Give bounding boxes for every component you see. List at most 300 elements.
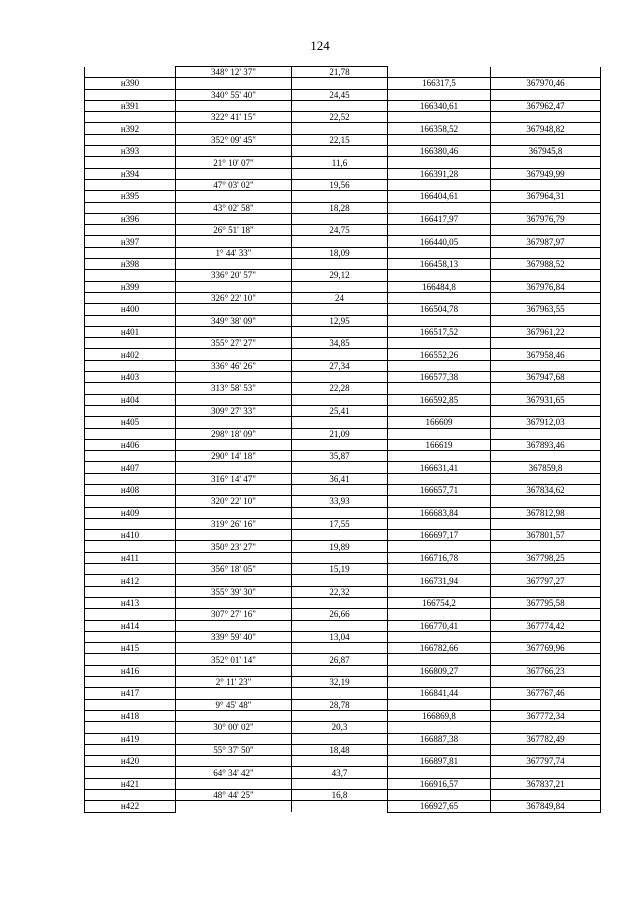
segment-row	[85, 247, 601, 258]
point-row	[85, 643, 601, 654]
x-coordinate-cell	[388, 677, 491, 688]
direction-angle-cell	[176, 281, 292, 292]
direction-angle-cell: 298° 18' 09"	[176, 428, 292, 439]
x-coordinate-cell	[388, 586, 491, 597]
direction-angle-cell	[176, 643, 292, 654]
segment-row	[85, 270, 601, 281]
segment-row	[85, 292, 601, 303]
x-coordinate-cell	[388, 654, 491, 665]
y-coordinate-cell	[491, 722, 601, 733]
length-cell: 16,8	[292, 790, 388, 801]
x-coordinate-cell	[388, 179, 491, 190]
segment-row	[85, 631, 601, 642]
point-name-cell	[85, 677, 176, 688]
point-name-cell: н397	[85, 236, 176, 247]
length-cell: 26,87	[292, 654, 388, 665]
length-cell	[292, 417, 388, 428]
x-coordinate-cell	[388, 496, 491, 507]
direction-angle-cell: 290° 14' 18"	[176, 451, 292, 462]
length-cell: 11,6	[292, 157, 388, 168]
direction-angle-cell	[176, 733, 292, 744]
length-cell	[292, 575, 388, 586]
direction-angle-cell	[176, 326, 292, 337]
point-name-cell	[85, 428, 176, 439]
point-name-cell: н411	[85, 552, 176, 563]
y-coordinate-cell: 367931,65	[491, 394, 601, 405]
y-coordinate-cell	[491, 270, 601, 281]
x-coordinate-cell: 166619	[388, 439, 491, 450]
direction-angle-cell: 48° 44' 25"	[176, 790, 292, 801]
length-cell	[292, 304, 388, 315]
point-row	[85, 123, 601, 134]
point-name-cell	[85, 202, 176, 213]
x-coordinate-cell	[388, 405, 491, 416]
length-cell	[292, 326, 388, 337]
length-cell: 36,41	[292, 473, 388, 484]
direction-angle-cell: 319° 26' 16"	[176, 518, 292, 529]
direction-angle-cell: 356° 18' 05"	[176, 564, 292, 575]
segment-row	[85, 654, 601, 665]
segment-row	[85, 722, 601, 733]
y-coordinate-cell	[491, 89, 601, 100]
y-coordinate-cell	[491, 405, 601, 416]
point-name-cell: н412	[85, 575, 176, 586]
segment-row	[85, 564, 601, 575]
segment-row	[85, 383, 601, 394]
length-cell	[292, 168, 388, 179]
direction-angle-cell	[176, 259, 292, 270]
x-coordinate-cell	[388, 564, 491, 575]
x-coordinate-cell: 166841,44	[388, 688, 491, 699]
y-coordinate-cell	[491, 67, 601, 78]
y-coordinate-cell	[491, 157, 601, 168]
length-cell	[292, 281, 388, 292]
x-coordinate-cell	[388, 473, 491, 484]
y-coordinate-cell	[491, 315, 601, 326]
segment-row	[85, 518, 601, 529]
y-coordinate-cell	[491, 609, 601, 620]
x-coordinate-cell: 166782,66	[388, 643, 491, 654]
length-cell	[292, 756, 388, 767]
point-name-cell	[85, 699, 176, 710]
length-cell	[292, 259, 388, 270]
x-coordinate-cell	[388, 383, 491, 394]
direction-angle-cell	[176, 236, 292, 247]
y-coordinate-cell	[491, 202, 601, 213]
point-name-cell: н401	[85, 326, 176, 337]
y-coordinate-cell: 367767,46	[491, 688, 601, 699]
x-coordinate-cell	[388, 609, 491, 620]
length-cell: 15,19	[292, 564, 388, 575]
direction-angle-cell: 26° 51' 18"	[176, 225, 292, 236]
y-coordinate-cell: 367801,57	[491, 530, 601, 541]
length-cell	[292, 688, 388, 699]
segment-row	[85, 112, 601, 123]
point-name-cell: н422	[85, 801, 176, 812]
x-coordinate-cell: 166809,27	[388, 665, 491, 676]
direction-angle-cell: 313° 58' 53"	[176, 383, 292, 394]
length-cell	[292, 801, 388, 812]
point-name-cell: н394	[85, 168, 176, 179]
length-cell: 21,78	[292, 67, 388, 78]
y-coordinate-cell: 367812,98	[491, 507, 601, 518]
point-name-cell: н418	[85, 710, 176, 721]
x-coordinate-cell	[388, 790, 491, 801]
x-coordinate-cell: 166340,61	[388, 100, 491, 111]
point-name-cell	[85, 722, 176, 733]
x-coordinate-cell	[388, 631, 491, 642]
point-row	[85, 100, 601, 111]
point-row	[85, 733, 601, 744]
direction-angle-cell: 352° 09' 45"	[176, 134, 292, 145]
x-coordinate-cell: 166916,57	[388, 778, 491, 789]
length-cell: 21,09	[292, 428, 388, 439]
length-cell: 34,85	[292, 338, 388, 349]
length-cell: 24,75	[292, 225, 388, 236]
direction-angle-cell	[176, 78, 292, 89]
direction-angle-cell: 355° 39' 30"	[176, 586, 292, 597]
length-cell	[292, 462, 388, 473]
y-coordinate-cell: 367945,8	[491, 146, 601, 157]
y-coordinate-cell: 367834,62	[491, 484, 601, 495]
length-cell: 35,87	[292, 451, 388, 462]
point-name-cell	[85, 586, 176, 597]
direction-angle-cell	[176, 484, 292, 495]
segment-row	[85, 699, 601, 710]
point-row	[85, 349, 601, 360]
direction-angle-cell: 64° 34' 42"	[176, 767, 292, 778]
y-coordinate-cell: 367849,84	[491, 801, 601, 812]
point-row	[85, 801, 601, 812]
direction-angle-cell: 322° 41' 15"	[176, 112, 292, 123]
x-coordinate-cell: 166716,78	[388, 552, 491, 563]
direction-angle-cell	[176, 168, 292, 179]
x-coordinate-cell: 166484,8	[388, 281, 491, 292]
length-cell	[292, 597, 388, 608]
point-name-cell: н398	[85, 259, 176, 270]
direction-angle-cell	[176, 439, 292, 450]
point-name-cell: н395	[85, 191, 176, 202]
point-row	[85, 484, 601, 495]
y-coordinate-cell: 367947,68	[491, 372, 601, 383]
point-name-cell: н391	[85, 100, 176, 111]
length-cell	[292, 620, 388, 631]
point-name-cell	[85, 67, 176, 78]
x-coordinate-cell	[388, 134, 491, 145]
length-cell	[292, 78, 388, 89]
direction-angle-cell: 9° 45' 48"	[176, 699, 292, 710]
x-coordinate-cell: 166552,26	[388, 349, 491, 360]
point-name-cell	[85, 112, 176, 123]
point-name-cell: н410	[85, 530, 176, 541]
y-coordinate-cell	[491, 225, 601, 236]
point-name-cell: н409	[85, 507, 176, 518]
y-coordinate-cell	[491, 654, 601, 665]
point-name-cell: н408	[85, 484, 176, 495]
x-coordinate-cell: 166440,05	[388, 236, 491, 247]
direction-angle-cell	[176, 575, 292, 586]
page-number: 124	[310, 38, 330, 53]
coordinates-table	[84, 66, 601, 813]
direction-angle-cell	[176, 710, 292, 721]
length-cell: 22,52	[292, 112, 388, 123]
point-row	[85, 213, 601, 224]
point-name-cell: н404	[85, 394, 176, 405]
point-name-cell: н414	[85, 620, 176, 631]
y-coordinate-cell	[491, 360, 601, 371]
segment-row	[85, 790, 601, 801]
y-coordinate-cell: 367948,82	[491, 123, 601, 134]
length-cell: 22,15	[292, 134, 388, 145]
x-coordinate-cell: 166697,17	[388, 530, 491, 541]
y-coordinate-cell: 367769,96	[491, 643, 601, 654]
y-coordinate-cell	[491, 134, 601, 145]
y-coordinate-cell	[491, 496, 601, 507]
x-coordinate-cell	[388, 270, 491, 281]
y-coordinate-cell	[491, 338, 601, 349]
x-coordinate-cell	[388, 541, 491, 552]
segment-row	[85, 609, 601, 620]
point-row	[85, 462, 601, 473]
direction-angle-cell	[176, 507, 292, 518]
direction-angle-cell	[176, 213, 292, 224]
direction-angle-cell: 309° 27' 33"	[176, 405, 292, 416]
direction-angle-cell	[176, 778, 292, 789]
x-coordinate-cell: 166869,8	[388, 710, 491, 721]
point-name-cell	[85, 89, 176, 100]
direction-angle-cell	[176, 756, 292, 767]
point-row	[85, 259, 601, 270]
direction-angle-cell: 336° 46' 26"	[176, 360, 292, 371]
y-coordinate-cell: 367988,52	[491, 259, 601, 270]
length-cell: 33,93	[292, 496, 388, 507]
point-name-cell	[85, 405, 176, 416]
y-coordinate-cell	[491, 179, 601, 190]
x-coordinate-cell: 166657,71	[388, 484, 491, 495]
y-coordinate-cell	[491, 631, 601, 642]
direction-angle-cell: 349° 38' 09"	[176, 315, 292, 326]
x-coordinate-cell: 166683,84	[388, 507, 491, 518]
x-coordinate-cell: 166417,97	[388, 213, 491, 224]
point-row	[85, 394, 601, 405]
length-cell: 20,3	[292, 722, 388, 733]
direction-angle-cell	[176, 349, 292, 360]
length-cell	[292, 733, 388, 744]
point-name-cell	[85, 518, 176, 529]
point-name-cell: н403	[85, 372, 176, 383]
length-cell	[292, 236, 388, 247]
segment-row	[85, 67, 601, 78]
point-name-cell	[85, 631, 176, 642]
y-coordinate-cell: 367797,74	[491, 756, 601, 767]
segment-row	[85, 315, 601, 326]
y-coordinate-cell	[491, 428, 601, 439]
length-cell: 18,09	[292, 247, 388, 258]
point-row	[85, 191, 601, 202]
y-coordinate-cell: 367798,25	[491, 552, 601, 563]
point-name-cell	[85, 315, 176, 326]
direction-angle-cell: 348° 12' 37"	[176, 67, 292, 78]
x-coordinate-cell	[388, 247, 491, 258]
segment-row	[85, 744, 601, 755]
direction-angle-cell	[176, 394, 292, 405]
x-coordinate-cell: 166592,85	[388, 394, 491, 405]
point-row	[85, 756, 601, 767]
point-name-cell: н392	[85, 123, 176, 134]
point-name-cell	[85, 134, 176, 145]
point-name-cell	[85, 157, 176, 168]
length-cell	[292, 123, 388, 134]
point-row	[85, 507, 601, 518]
point-name-cell: н415	[85, 643, 176, 654]
direction-angle-cell	[176, 462, 292, 473]
length-cell: 32,19	[292, 677, 388, 688]
y-coordinate-cell: 367958,46	[491, 349, 601, 360]
y-coordinate-cell: 367766,23	[491, 665, 601, 676]
length-cell	[292, 484, 388, 495]
direction-angle-cell: 1° 44' 33"	[176, 247, 292, 258]
y-coordinate-cell: 367837,21	[491, 778, 601, 789]
segment-row	[85, 338, 601, 349]
point-name-cell: н399	[85, 281, 176, 292]
direction-angle-cell: 336° 20' 57"	[176, 270, 292, 281]
y-coordinate-cell	[491, 518, 601, 529]
y-coordinate-cell: 367963,55	[491, 304, 601, 315]
point-row	[85, 530, 601, 541]
y-coordinate-cell	[491, 744, 601, 755]
point-name-cell	[85, 654, 176, 665]
y-coordinate-cell: 367782,49	[491, 733, 601, 744]
direction-angle-cell: 47° 03' 02"	[176, 179, 292, 190]
length-cell: 22,28	[292, 383, 388, 394]
point-name-cell: н400	[85, 304, 176, 315]
direction-angle-cell	[176, 304, 292, 315]
point-name-cell	[85, 270, 176, 281]
x-coordinate-cell	[388, 202, 491, 213]
x-coordinate-cell: 166897,81	[388, 756, 491, 767]
direction-angle-cell: 350° 23' 27"	[176, 541, 292, 552]
y-coordinate-cell	[491, 292, 601, 303]
length-cell	[292, 530, 388, 541]
x-coordinate-cell	[388, 157, 491, 168]
segment-row	[85, 405, 601, 416]
point-name-cell: н396	[85, 213, 176, 224]
length-cell	[292, 191, 388, 202]
point-row	[85, 778, 601, 789]
point-row	[85, 575, 601, 586]
direction-angle-cell: 30° 00' 02"	[176, 722, 292, 733]
x-coordinate-cell	[388, 112, 491, 123]
direction-angle-cell	[176, 191, 292, 202]
point-name-cell: н413	[85, 597, 176, 608]
y-coordinate-cell: 367976,79	[491, 213, 601, 224]
y-coordinate-cell	[491, 112, 601, 123]
point-name-cell	[85, 383, 176, 394]
x-coordinate-cell	[388, 428, 491, 439]
y-coordinate-cell	[491, 247, 601, 258]
direction-angle-cell: 21° 10' 07"	[176, 157, 292, 168]
y-coordinate-cell	[491, 451, 601, 462]
x-coordinate-cell: 166380,46	[388, 146, 491, 157]
direction-angle-cell	[176, 530, 292, 541]
point-name-cell	[85, 225, 176, 236]
segment-row	[85, 496, 601, 507]
y-coordinate-cell: 367859,8	[491, 462, 601, 473]
x-coordinate-cell: 166317,5	[388, 78, 491, 89]
direction-angle-cell	[176, 372, 292, 383]
x-coordinate-cell: 166577,38	[388, 372, 491, 383]
point-row	[85, 304, 601, 315]
point-name-cell	[85, 473, 176, 484]
length-cell	[292, 643, 388, 654]
point-name-cell	[85, 790, 176, 801]
y-coordinate-cell: 367964,31	[491, 191, 601, 202]
y-coordinate-cell	[491, 383, 601, 394]
length-cell	[292, 394, 388, 405]
x-coordinate-cell: 166391,28	[388, 168, 491, 179]
x-coordinate-cell	[388, 360, 491, 371]
point-name-cell: н407	[85, 462, 176, 473]
direction-angle-cell	[176, 123, 292, 134]
point-row	[85, 417, 601, 428]
x-coordinate-cell	[388, 89, 491, 100]
x-coordinate-cell: 166609	[388, 417, 491, 428]
direction-angle-cell	[176, 801, 292, 812]
length-cell	[292, 372, 388, 383]
length-cell: 43,7	[292, 767, 388, 778]
length-cell	[292, 507, 388, 518]
direction-angle-cell	[176, 665, 292, 676]
x-coordinate-cell	[388, 722, 491, 733]
y-coordinate-cell: 367949,99	[491, 168, 601, 179]
x-coordinate-cell	[388, 225, 491, 236]
direction-angle-cell: 355° 27' 27"	[176, 338, 292, 349]
point-name-cell: н416	[85, 665, 176, 676]
point-name-cell	[85, 179, 176, 190]
direction-angle-cell	[176, 597, 292, 608]
y-coordinate-cell: 367976,84	[491, 281, 601, 292]
x-coordinate-cell	[388, 518, 491, 529]
segment-row	[85, 157, 601, 168]
direction-angle-cell: 320° 22' 10"	[176, 496, 292, 507]
point-name-cell: н417	[85, 688, 176, 699]
point-name-cell: н419	[85, 733, 176, 744]
x-coordinate-cell	[388, 744, 491, 755]
point-row	[85, 146, 601, 157]
segment-row	[85, 225, 601, 236]
point-row	[85, 439, 601, 450]
length-cell: 19,56	[292, 179, 388, 190]
point-name-cell: н390	[85, 78, 176, 89]
segment-row	[85, 541, 601, 552]
point-name-cell	[85, 360, 176, 371]
x-coordinate-cell: 166504,78	[388, 304, 491, 315]
x-coordinate-cell	[388, 699, 491, 710]
direction-angle-cell: 339° 59' 40"	[176, 631, 292, 642]
point-row	[85, 620, 601, 631]
length-cell: 13,04	[292, 631, 388, 642]
point-row	[85, 710, 601, 721]
length-cell: 29,12	[292, 270, 388, 281]
length-cell: 18,28	[292, 202, 388, 213]
length-cell	[292, 146, 388, 157]
length-cell	[292, 552, 388, 563]
x-coordinate-cell: 166754,2	[388, 597, 491, 608]
x-coordinate-cell	[388, 292, 491, 303]
y-coordinate-cell	[491, 790, 601, 801]
point-name-cell: н420	[85, 756, 176, 767]
direction-angle-cell: 352° 01' 14"	[176, 654, 292, 665]
